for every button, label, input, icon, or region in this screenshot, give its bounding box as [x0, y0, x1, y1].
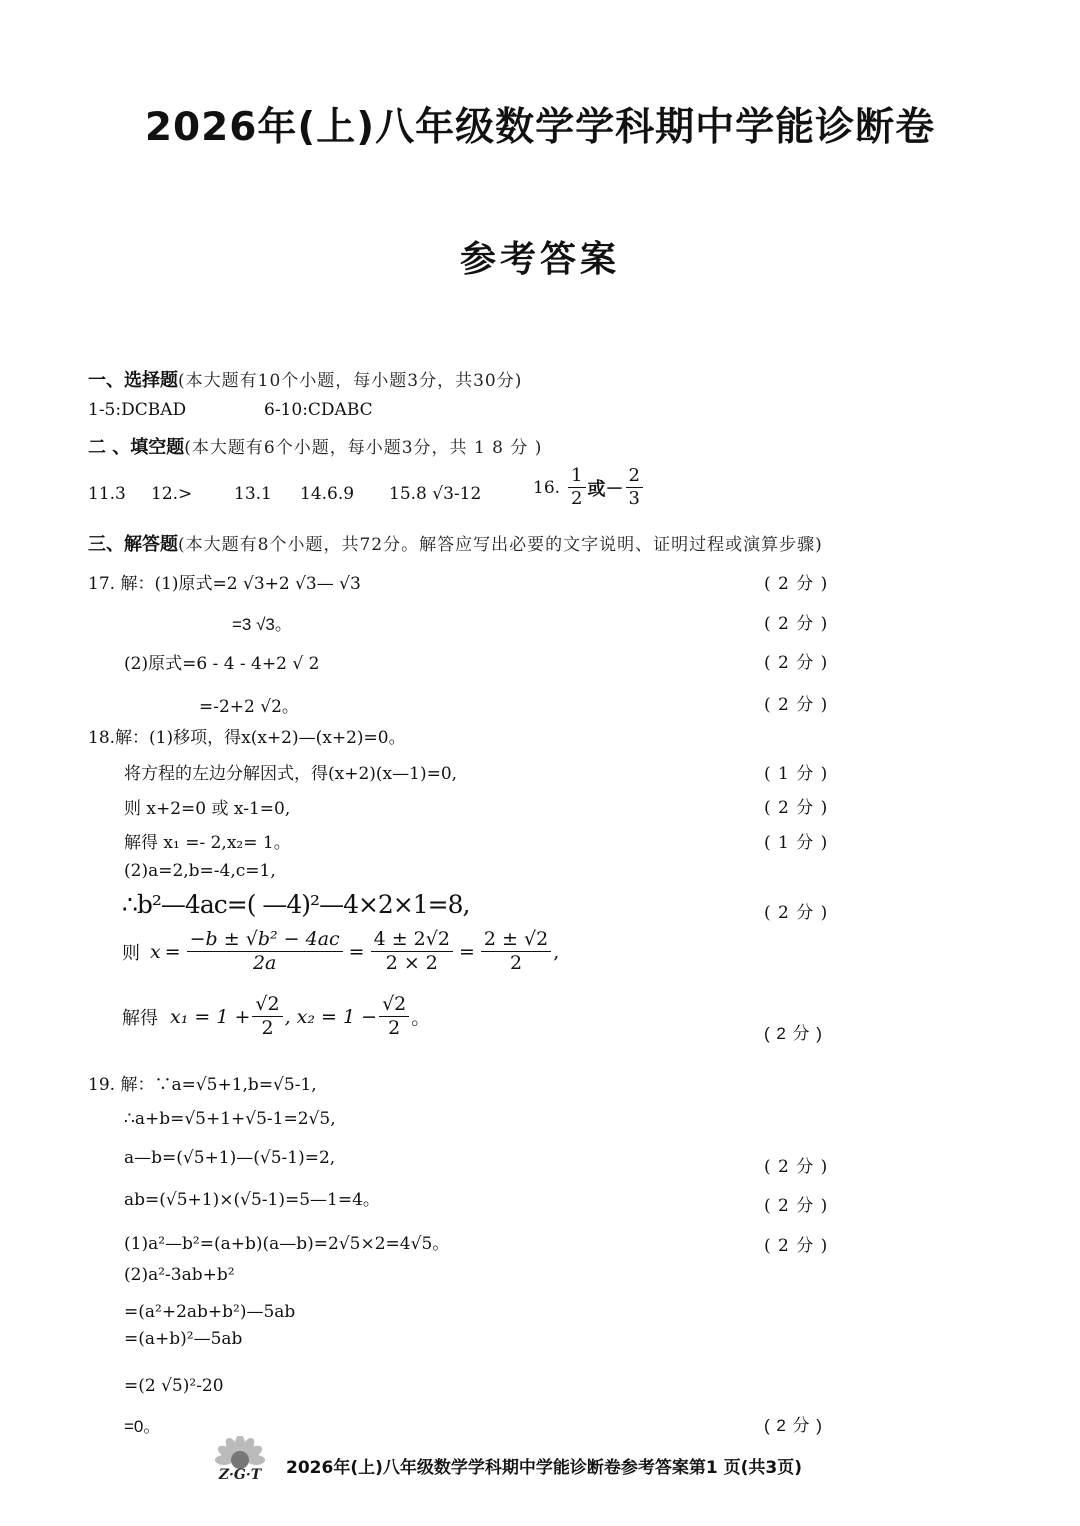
score-label: ( 2 分 )	[764, 653, 829, 673]
fraction-numerator: 2 ± √2	[481, 930, 551, 952]
fraction-result	[481, 930, 551, 973]
sunflower-logo-icon	[208, 1436, 272, 1496]
fraction-denominator: 2	[388, 1017, 401, 1039]
fraction-formula	[187, 930, 343, 973]
fraction-denominator: 2	[261, 1017, 274, 1039]
q19-line-2: ∴a+b=√5+1+√5-1=2√5,	[124, 1109, 336, 1129]
fraction-numerator: 2	[626, 467, 643, 488]
page-subtitle: 参考答案	[459, 239, 620, 280]
section-fill-note: (本大题有6个小题，每小题3分，共 1 8 分 )	[184, 438, 543, 458]
q19-line-3: a—b=(√5+1)—(√5-1)=2,	[124, 1148, 336, 1168]
q18-formula-prefix: 则	[122, 942, 140, 964]
section-fill-heading	[88, 433, 542, 459]
answer-11: 11.3	[88, 484, 126, 504]
answer-13: 13.1	[234, 484, 272, 504]
answer-16	[533, 467, 645, 508]
variable-x: x	[150, 940, 161, 963]
q19-line-4: ab=(√5+1)×(√5-1)=5—1=4。	[124, 1190, 380, 1210]
q19-line-9: =(2 √5)²-20	[124, 1376, 224, 1396]
q18-line-6: ∴b²—4ac=( —4)²—4×2×1=8,	[122, 890, 470, 919]
fraction-denominator: 2 × 2	[385, 952, 438, 974]
score-label: ( 2 分 )	[764, 798, 829, 818]
answer-12: 12.>	[151, 484, 193, 504]
q19-line-7: =(a²+2ab+b²)—5ab	[124, 1302, 296, 1322]
score-label: ( 2 分 )	[764, 574, 829, 594]
q18-solutions-prefix: 解得	[122, 1007, 158, 1029]
section-choice-note: (本大题有10个小题，每小题3分，共30分)	[178, 371, 523, 391]
q19-line-10: =0。	[124, 1417, 161, 1436]
fraction-step	[371, 930, 453, 973]
answer-1-5: 1-5:DCBAD	[88, 400, 187, 420]
fraction-two-thirds	[626, 467, 643, 508]
score-label: ( 2 分 )	[764, 1157, 829, 1177]
q19-line-5: (1)a²—b²=(a+b)(a—b)=2√5×2=4√5。	[124, 1234, 450, 1254]
score-label: ( 2 分 )	[764, 695, 829, 715]
score-label: ( 2 分 )	[764, 1196, 829, 1216]
q17-line-4: =-2+2 √2。	[199, 697, 299, 717]
score-label: ( 2 分 )	[764, 614, 829, 634]
fraction-root	[252, 995, 282, 1038]
fraction-denominator: 2a	[252, 952, 277, 974]
score-label: ( 2 分 )	[764, 903, 829, 923]
fraction-one-half	[568, 467, 585, 508]
page-title: 2026年(上)八年级数学学科期中学能诊断卷	[144, 105, 936, 150]
q18-quadratic-formula: 则 x = $\frac{\text{−b ± √b² − 4ac}}{2a}$ = $\frac{4 \pm 2√2}{2 \times 2}$ = $\frac{2 \pm √2}{2}$ ,	[122, 928, 560, 974]
q17-line-2: =3 √3。	[232, 615, 292, 634]
fraction-denominator: 2	[509, 952, 523, 974]
q19-line-6: (2)a²-3ab+b²	[124, 1265, 235, 1285]
section-fill-title: 二 、填空题	[88, 437, 185, 458]
score-label: ( 2 分 )	[764, 1236, 829, 1256]
answer-16-label: 16.	[533, 477, 561, 498]
fraction-root	[379, 995, 409, 1038]
section-solve-title: 三、解答题	[88, 534, 178, 555]
q19-line-8: =(a+b)²—5ab	[124, 1329, 243, 1349]
section-choice-title: 一、选择题	[88, 370, 178, 391]
fraction-numerator: √2	[252, 995, 282, 1017]
q18-line-4: 解得 x₁ =- 2,x₂= 1。	[124, 833, 291, 853]
fraction-numerator: √2	[379, 995, 409, 1017]
fraction-numerator: −b ± √b² − 4ac	[187, 930, 343, 952]
fraction-numerator: 1	[568, 467, 585, 488]
q19-line-1: 19. 解：∵a=√5+1,b=√5-1,	[88, 1075, 317, 1095]
fraction-denominator: 2	[571, 488, 583, 509]
section-solve-note: (本大题有8个小题，共72分。解答应写出必要的文字说明、证明过程或演算步骤)	[178, 535, 823, 555]
score-label: ( 1 分 )	[764, 764, 829, 784]
fraction-denominator: 3	[628, 488, 640, 509]
equals-sign: =	[348, 940, 365, 963]
logo-lettering: Z·G·T	[218, 1467, 262, 1483]
q17-line-1: 17. 解：(1)原式=2 √3+2 √3— √3	[88, 574, 361, 594]
page-footer: 2026年(上)八年级数学学科期中学能诊断卷参考答案第1 页(共3页)	[286, 1458, 802, 1478]
equals-sign: =	[164, 940, 181, 963]
equals-sign: =	[458, 940, 475, 963]
fraction-numerator: 4 ± 2√2	[371, 930, 453, 952]
solution-x1: x₁ = 1 +	[170, 1005, 251, 1028]
score-label: ( 2 分 )	[764, 1024, 823, 1043]
q18-line-2: 将方程的左边分解因式，得(x+2)(x—1)=0,	[124, 764, 458, 784]
answer-6-10: 6-10:CDABC	[264, 400, 373, 420]
score-label: ( 2 分 )	[764, 1416, 823, 1435]
q17-line-3: (2)原式=6 - 4 - 4+2 √ 2	[124, 654, 320, 674]
answer-16-or: 或－	[587, 478, 624, 500]
section-choice-heading	[88, 366, 522, 392]
q18-line-5: (2)a=2,b=-4,c=1,	[124, 861, 276, 881]
answer-14: 14.6.9	[300, 484, 355, 504]
publisher-logo	[208, 1436, 272, 1496]
q18-line-3: 则 x+2=0 或 x-1=0,	[124, 799, 291, 819]
q18-line-1: 18.解：(1)移项，得x(x+2)—(x+2)=0。	[88, 728, 406, 748]
score-label: ( 1 分 )	[764, 833, 829, 853]
solution-x2: , x₂ = 1 −	[284, 1005, 378, 1028]
period: 。	[411, 1007, 431, 1029]
section-solve-heading	[88, 530, 823, 556]
answer-15: 15.8 √3-12	[389, 484, 482, 504]
q18-solutions	[122, 995, 430, 1038]
